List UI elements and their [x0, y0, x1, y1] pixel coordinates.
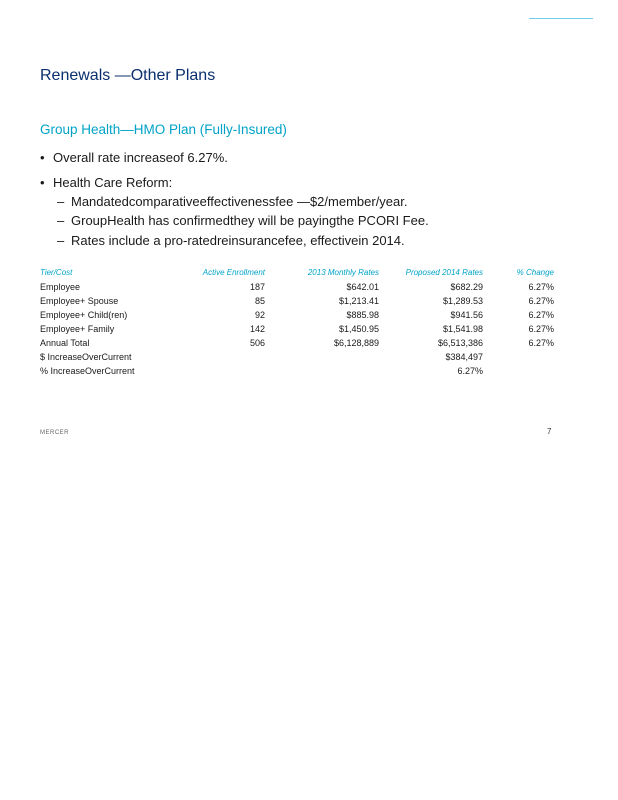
- footer-brand: MERCER: [40, 430, 70, 436]
- cell-label: $ IncreaseOverCurrent: [40, 352, 132, 362]
- cell-2014-rate: $682.29: [450, 282, 483, 292]
- cell-enrollment: 187: [249, 282, 265, 292]
- sub-bullet-text: GroupHealth has confirmedthey will be payingthe PCORI Fee.: [71, 213, 429, 228]
- header-tier-cost: Tier/Cost: [40, 268, 73, 277]
- corner-accent-rule: [529, 18, 593, 19]
- cell-change: 6.27%: [528, 324, 554, 334]
- bullet-text: Overall rate increaseof 6.27%.: [53, 150, 228, 165]
- cell-2013-rate: $885.98: [346, 310, 379, 320]
- cell-change: 6.27%: [528, 296, 554, 306]
- section-heading: Group Health—HMO Plan (Fully-Insured): [40, 122, 287, 137]
- cell-2013-rate: $642.01: [346, 282, 379, 292]
- sub-bullet-text: Rates include a pro-ratedreinsurancefee, effectivein 2014.: [71, 233, 405, 248]
- table-row: [40, 324, 560, 338]
- sub-bullet-text: Mandatedcomparativeeffectivenessfee —$2/member/year.: [71, 194, 408, 209]
- sub-bullet-comparative-fee: [57, 194, 408, 209]
- table-row: [40, 282, 560, 296]
- bullet-text: Health Care Reform:: [53, 175, 173, 190]
- header-proposed-2014-rates: Proposed 2014 Rates: [405, 268, 483, 277]
- cell-change: 6.27%: [528, 338, 554, 348]
- header-2013-monthly-rates: 2013 Monthly Rates: [307, 268, 379, 277]
- cell-2014-rate: $1,541.98: [442, 324, 483, 334]
- cell-change: 6.27%: [528, 282, 554, 292]
- cell-label: % IncreaseOverCurrent: [40, 366, 135, 376]
- sub-bullet-pcori-fee: [57, 213, 429, 228]
- table-row: [40, 296, 560, 310]
- cell-change: 6.27%: [528, 310, 554, 320]
- cell-2013-rate: $1,213.41: [338, 296, 379, 306]
- rates-table: [40, 268, 560, 380]
- cell-2013-rate: $1,450.95: [338, 324, 379, 334]
- sub-bullet-reinsurance-fee: [57, 233, 405, 248]
- page-number: 7: [547, 427, 552, 436]
- page-title: Renewals —Other Plans: [40, 67, 216, 84]
- dash-icon: –: [57, 194, 65, 209]
- cell-2014-rate: $941.56: [450, 310, 483, 320]
- cell-percent-increase: 6.27%: [457, 366, 483, 376]
- header-percent-change: % Change: [516, 268, 554, 277]
- bullet-icon: •: [40, 150, 45, 165]
- cell-tier: Employee+ Spouse: [40, 296, 119, 306]
- bullet-icon: •: [40, 175, 45, 190]
- cell-dollar-increase: $384,497: [445, 352, 483, 362]
- bullet-health-care-reform: [40, 175, 172, 190]
- cell-tier: Annual Total: [40, 338, 90, 348]
- cell-tier: Employee+ Family: [40, 324, 115, 334]
- bullet-rate-increase: [40, 150, 228, 165]
- cell-2013-total: $6,128,889: [333, 338, 379, 348]
- table-header-row: [40, 268, 560, 282]
- cell-enrollment: 85: [254, 296, 265, 306]
- table-row-dollar-increase: [40, 352, 560, 366]
- cell-tier: Employee: [40, 282, 81, 292]
- table-row: [40, 310, 560, 324]
- cell-enrollment: 92: [254, 310, 265, 320]
- dash-icon: –: [57, 233, 65, 248]
- cell-enrollment: 142: [249, 324, 265, 334]
- header-active-enrollment: Active Enrollment: [202, 268, 265, 277]
- cell-enrollment: 506: [249, 338, 265, 348]
- dash-icon: –: [57, 213, 65, 228]
- table-row-total: [40, 338, 560, 352]
- table-row-percent-increase: [40, 366, 560, 380]
- cell-tier: Employee+ Child(ren): [40, 310, 128, 320]
- cell-2014-rate: $1,289.53: [442, 296, 483, 306]
- cell-2014-total: $6,513,386: [437, 338, 483, 348]
